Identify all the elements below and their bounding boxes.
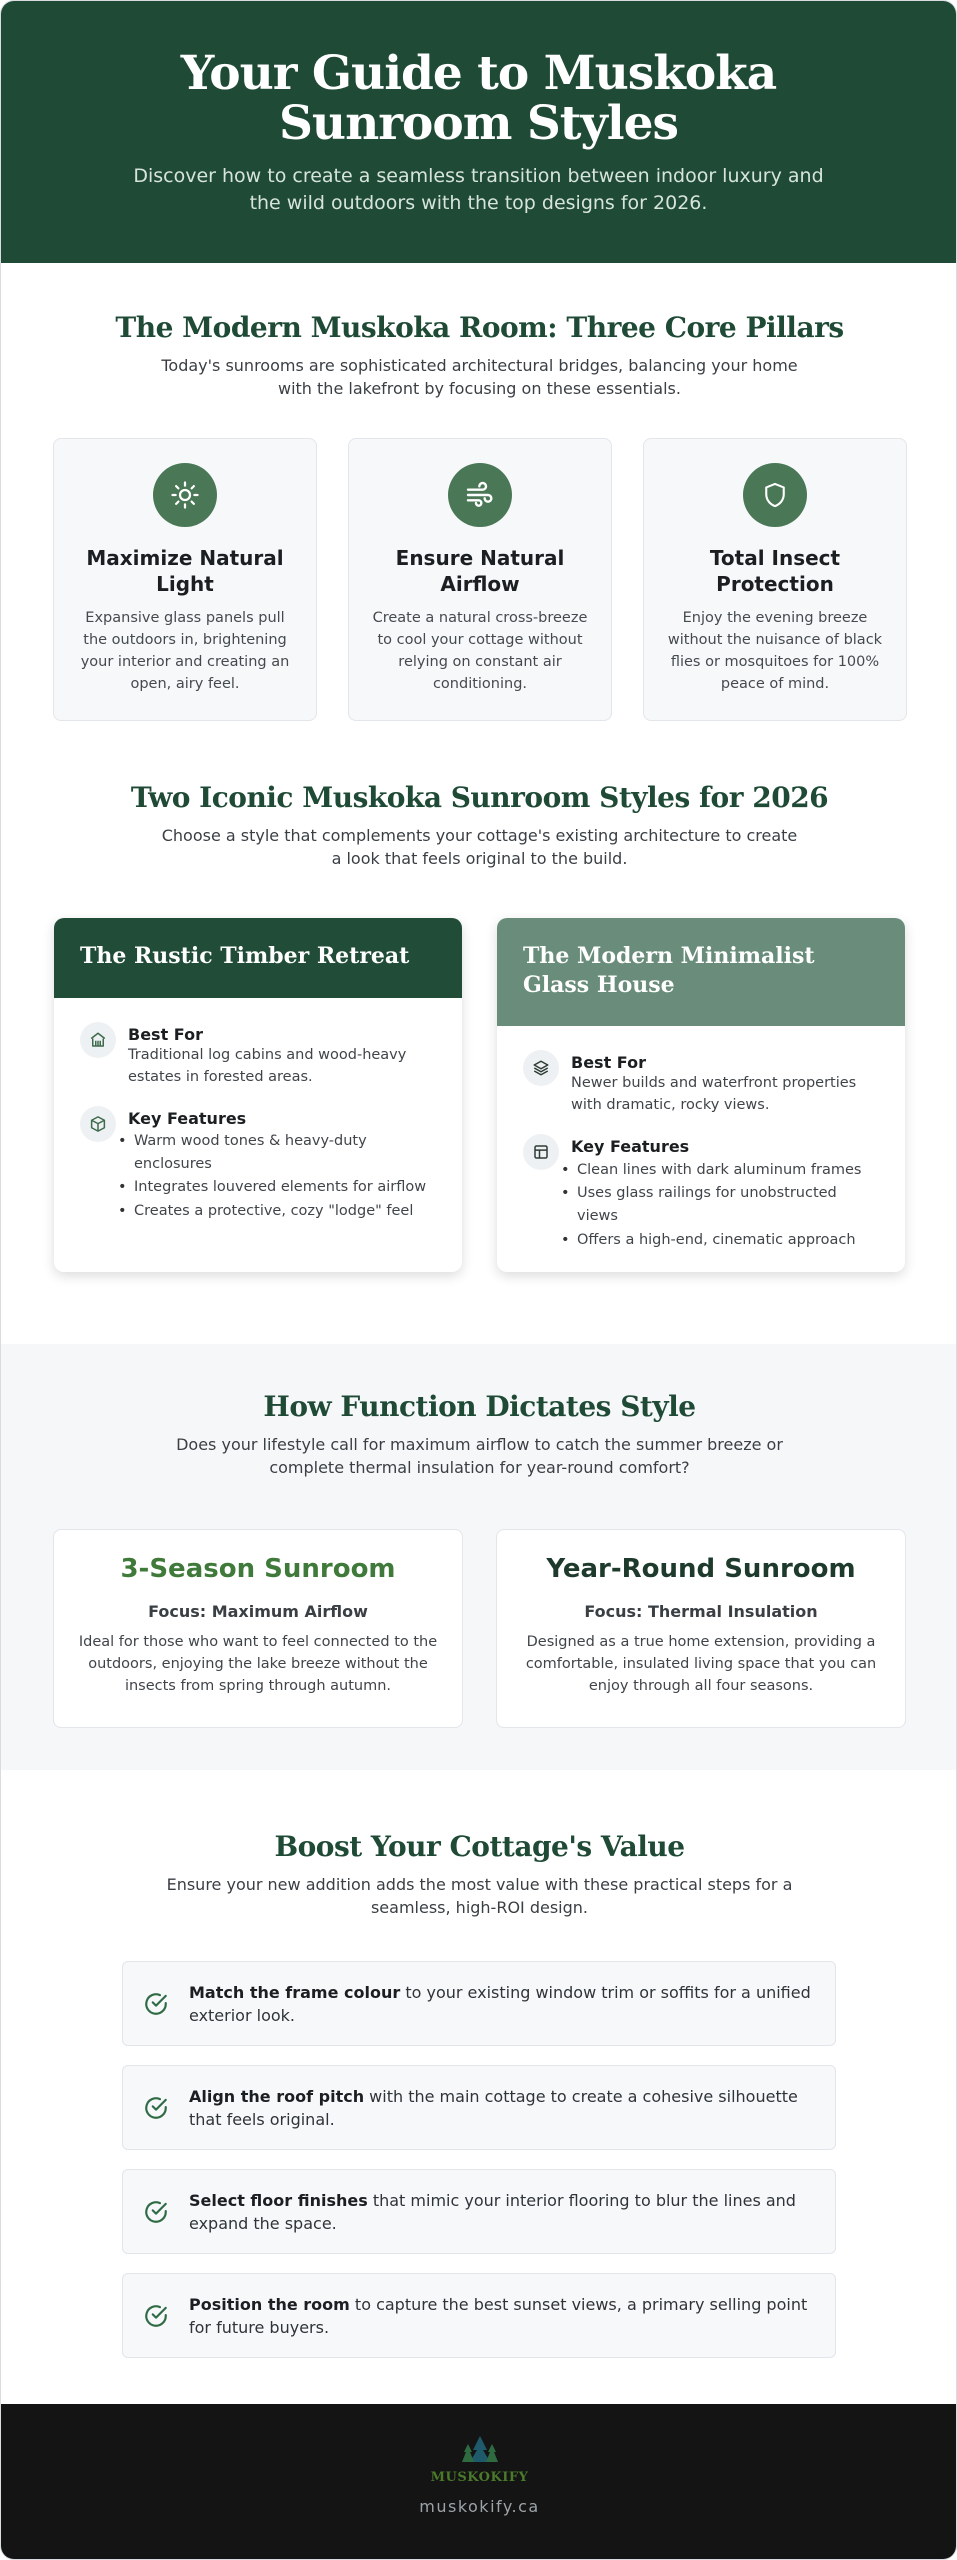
key-features-list xyxy=(571,1158,879,1252)
list-item: • Uses glass railings for unobstructed views xyxy=(559,1182,879,1228)
value-title: Boost Your Cottage's Value xyxy=(274,1830,685,1863)
step-bold: Align the roof pitch xyxy=(189,2086,365,2106)
pillar-text: Create a natural cross-breeze to cool your cottage without relying on constant air conditioning. xyxy=(372,610,588,692)
function-card-text: Designed as a true home extension, providing a comfortable, insulated living space that you can enjoy through all four seasons. xyxy=(525,1634,877,1694)
function-section xyxy=(1,1344,957,1770)
step-text xyxy=(189,2189,815,2235)
list-item: • Offers a high-end, cinematic approach xyxy=(559,1228,879,1252)
shield-icon xyxy=(743,463,807,527)
styles-section xyxy=(1,781,957,1272)
pillar-title: Ensure Natural Airflow xyxy=(395,546,565,596)
best-for-text: Newer builds and waterfront properties with dramatic, rocky views. xyxy=(571,1075,857,1113)
pillar-card-airflow xyxy=(348,438,612,721)
list-item: • Warm wood tones & heavy-duty enclosures xyxy=(116,1130,436,1176)
check-circle-icon xyxy=(143,1991,169,2017)
check-circle-icon xyxy=(143,2303,169,2329)
pillars-section xyxy=(1,311,957,721)
list-item xyxy=(122,2065,836,2150)
cube-icon xyxy=(80,1106,116,1142)
function-subtitle: Does your lifestyle call for maximum airflow to catch the summer breeze or complete thermal insulation for year-round comfort? xyxy=(176,1435,783,1477)
year-round-card xyxy=(496,1529,906,1728)
best-for-label: Best For xyxy=(128,1025,203,1044)
check-circle-icon xyxy=(143,2095,169,2121)
key-features-label: Key Features xyxy=(128,1109,247,1128)
function-card-title: 3-Season Sunroom xyxy=(120,1554,396,1584)
list-item: • Creates a protective, cozy "lodge" feel xyxy=(116,1199,436,1223)
sun-icon xyxy=(153,463,217,527)
list-item xyxy=(122,1961,836,2046)
step-text xyxy=(189,2293,815,2339)
rustic-style-card xyxy=(54,918,462,1272)
page-title: Your Guide to Muskoka Sunroom Styles xyxy=(180,46,777,151)
key-features-block xyxy=(523,1134,879,1252)
check-circle-icon xyxy=(143,2199,169,2225)
logo-icon xyxy=(456,2434,504,2464)
list-item xyxy=(122,2169,836,2254)
list-item xyxy=(122,2273,836,2358)
key-features-list xyxy=(128,1130,436,1223)
wind-icon xyxy=(448,463,512,527)
step-bold: Select floor finishes xyxy=(189,2190,368,2210)
styles-subtitle: Choose a style that complements your cottage's existing architecture to create a look that feels original to the build. xyxy=(161,826,798,868)
best-for-block xyxy=(80,1022,436,1088)
pillar-title: Maximize Natural Light xyxy=(86,546,284,596)
list-item: • Clean lines with dark aluminum frames xyxy=(559,1158,879,1182)
pillar-card-light xyxy=(53,438,317,721)
function-card-title: Year-Round Sunroom xyxy=(546,1554,856,1584)
pillar-card-insect xyxy=(643,438,907,721)
pillar-text: Enjoy the evening breeze without the nuisance of black flies or mosquitoes for 100% peace of mind. xyxy=(667,610,883,692)
list-item: • Integrates louvered elements for airflow xyxy=(116,1176,436,1199)
key-features-label: Key Features xyxy=(571,1137,690,1156)
best-for-text: Traditional log cabins and wood-heavy estates in forested areas. xyxy=(128,1047,407,1085)
value-steps-list xyxy=(122,1961,836,2358)
pillars-subtitle: Today's sunrooms are sophisticated architectural bridges, balancing your home with the lakefront by focusing on these essentials. xyxy=(161,356,798,398)
hero-subtitle: Discover how to create a seamless transition between indoor luxury and the wild outdoors with the top designs for 2026. xyxy=(133,165,824,214)
footer-brand: MUSKOKIFY xyxy=(430,2470,529,2485)
footer xyxy=(1,2404,957,2560)
layout-icon xyxy=(523,1134,559,1170)
layers-icon xyxy=(523,1050,559,1086)
step-rest: that mimic your interior flooring to blur the lines and expand the space. xyxy=(189,2190,796,2233)
pillar-title: Total Insect Protection xyxy=(709,546,841,596)
step-bold: Match the frame colour xyxy=(189,1982,401,2002)
footer-domain-link[interactable]: muskokify.ca xyxy=(419,2497,540,2516)
modern-card-title: The Modern Minimalist Glass House xyxy=(497,918,905,1026)
best-for-block xyxy=(523,1050,879,1116)
rustic-card-title: The Rustic Timber Retreat xyxy=(54,918,462,998)
value-section xyxy=(1,1830,957,2377)
pillars-title: The Modern Muskoka Room: Three Core Pillars xyxy=(115,311,844,344)
function-title: How Function Dictates Style xyxy=(263,1390,696,1423)
step-text xyxy=(189,1981,815,2027)
function-card-text: Ideal for those who want to feel connected to the outdoors, enjoying the lake breeze without the insects from spring through autumn. xyxy=(78,1634,438,1694)
pillar-text: Expansive glass panels pull the outdoors in, brightening your interior and creating an open, airy feel. xyxy=(80,610,290,692)
function-card-focus: Focus: Maximum Airflow xyxy=(148,1602,368,1621)
step-rest: to capture the best sunset views, a primary selling point for future buyers. xyxy=(189,2294,808,2337)
key-features-block xyxy=(80,1106,436,1223)
styles-title: Two Iconic Muskoka Sunroom Styles for 2026 xyxy=(130,781,829,814)
hero-banner xyxy=(1,1,956,263)
step-rest: with the main cottage to create a cohesive silhouette that feels original. xyxy=(189,2086,798,2129)
step-rest: to your existing window trim or soffits for a unified exterior look. xyxy=(189,1982,811,2025)
value-subtitle: Ensure your new addition adds the most value with these practical steps for a seamless, high-ROI design. xyxy=(166,1875,793,1917)
home-icon xyxy=(80,1022,116,1058)
function-card-focus: Focus: Thermal Insulation xyxy=(584,1602,818,1621)
step-text xyxy=(189,2085,815,2131)
three-season-card xyxy=(53,1529,463,1728)
best-for-label: Best For xyxy=(571,1053,646,1072)
modern-style-card xyxy=(497,918,905,1272)
step-bold: Position the room xyxy=(189,2294,350,2314)
